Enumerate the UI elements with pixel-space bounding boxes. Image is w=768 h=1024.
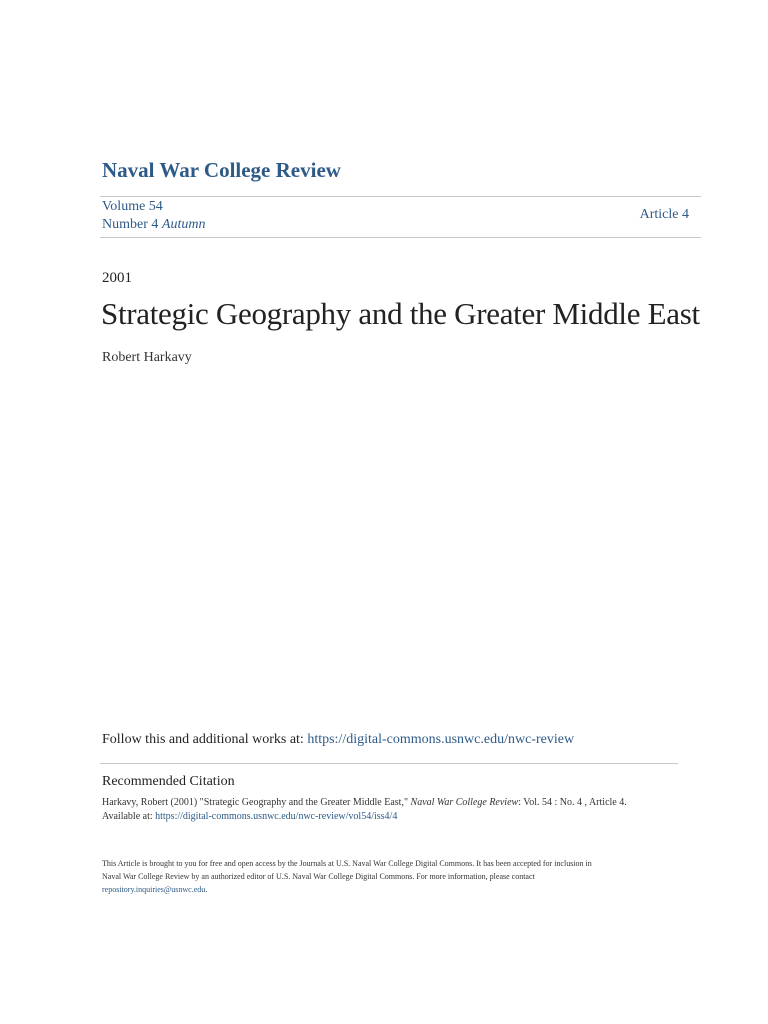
issue-number: Number 4: [102, 217, 159, 232]
contact-email-link[interactable]: repository.inquiries@usnwc.edu: [102, 885, 206, 894]
article-title: Strategic Geography and the Greater Middle East: [101, 296, 700, 331]
author-name: Robert Harkavy: [102, 350, 192, 365]
notice-line-3: [102, 883, 702, 896]
email-suffix: .: [205, 885, 208, 894]
notice-line-1: This Article is brought to you for free and open access by the Journals at U.S. Naval War College Digital Commons. It has been accepted for inclusion in: [102, 859, 592, 868]
volume-link[interactable]: Volume 54: [102, 199, 163, 214]
article-number-link[interactable]: Article 4: [639, 207, 689, 222]
header-rule-top: [100, 196, 701, 197]
publication-year: 2001: [102, 270, 132, 286]
notice-line-2: Naval War College Review by an authorized editor of U.S. Naval War College Digital Commons. For more information, please contact: [102, 872, 535, 881]
citation-heading: Recommended Citation: [102, 774, 235, 789]
journal-title[interactable]: Naval War College Review: [102, 158, 341, 182]
header-rule-bottom: [100, 237, 701, 238]
citation-journal: Naval War College Review: [410, 797, 519, 808]
follow-link[interactable]: https://digital-commons.usnwc.edu/nwc-review: [307, 732, 575, 747]
issue-number-link[interactable]: [102, 217, 205, 233]
available-line: [102, 810, 627, 824]
access-notice: [102, 857, 702, 896]
follow-line: [102, 732, 574, 748]
available-link[interactable]: https://digital-commons.usnwc.edu/nwc-review/vol54/iss4/4: [155, 811, 398, 822]
available-label: Available at:: [102, 811, 153, 822]
citation-post: : Vol. 54 : No. 4 , Article 4.: [518, 797, 627, 808]
citation-line: [102, 796, 627, 810]
citation-rule: [100, 763, 678, 764]
citation-text: [102, 796, 627, 824]
follow-label: Follow this and additional works at:: [102, 732, 304, 747]
issue-season: Autumn: [161, 217, 206, 232]
citation-pre: Harkavy, Robert (2001) "Strategic Geography and the Greater Middle East,": [102, 797, 411, 808]
